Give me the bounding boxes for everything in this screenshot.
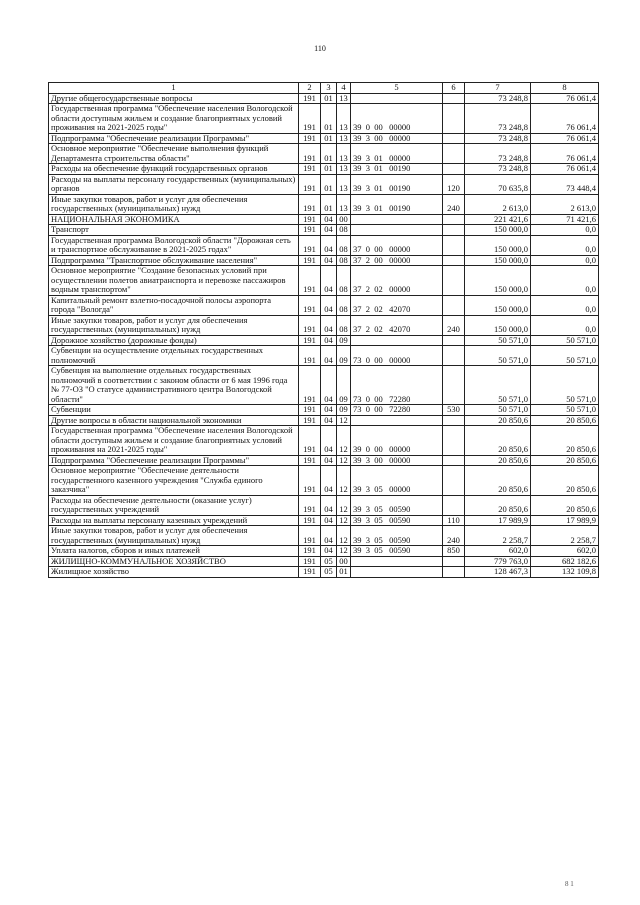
row-c4-cell: 12 (337, 455, 351, 466)
row-c3-cell: 04 (321, 466, 337, 496)
row-c5-cell: 39 3 01 00190 (351, 194, 443, 214)
row-c6-cell (443, 466, 465, 496)
row-c7-cell: 50 571,0 (465, 335, 531, 346)
row-c6-cell (443, 266, 465, 296)
row-c5-cell: 39 3 01 00190 (351, 174, 443, 194)
row-c2-cell: 191 (299, 526, 321, 546)
row-name-cell: Иные закупки товаров, работ и услуг для обеспечения государственных (муниципальных) нужд (49, 194, 299, 214)
row-c8-cell: 2 258,7 (531, 526, 599, 546)
table-row (49, 266, 599, 296)
row-c7-cell: 70 635,8 (465, 174, 531, 194)
row-c5-cell (351, 214, 443, 225)
row-name-cell: Иные закупки товаров, работ и услуг для обеспечения государственных (муниципальных) нужд (49, 315, 299, 335)
row-c7-cell: 150 000,0 (465, 315, 531, 335)
row-c6-cell (443, 255, 465, 266)
row-c7-cell: 20 850,6 (465, 466, 531, 496)
row-c7-cell: 20 850,6 (465, 495, 531, 515)
row-c5-cell: 73 0 00 00000 (351, 346, 443, 366)
row-c4-cell: 09 (337, 405, 351, 416)
row-c2-cell: 191 (299, 495, 321, 515)
column-header: 1 (49, 83, 299, 94)
row-c4-cell: 12 (337, 495, 351, 515)
row-c2-cell: 191 (299, 266, 321, 296)
table-body (49, 93, 599, 577)
row-c2-cell: 191 (299, 194, 321, 214)
row-c4-cell: 12 (337, 415, 351, 426)
row-c3-cell: 01 (321, 93, 337, 104)
row-c5-cell (351, 335, 443, 346)
row-c5-cell: 39 3 01 00000 (351, 144, 443, 164)
row-c3-cell: 04 (321, 526, 337, 546)
row-c7-cell: 73 248,8 (465, 93, 531, 104)
row-c8-cell: 132 109,8 (531, 567, 599, 578)
row-c4-cell: 09 (337, 366, 351, 405)
row-c5-cell: 39 3 05 00000 (351, 466, 443, 496)
row-c4-cell: 13 (337, 104, 351, 134)
row-c8-cell: 73 448,4 (531, 174, 599, 194)
row-c6-cell: 240 (443, 315, 465, 335)
row-c4-cell: 13 (337, 164, 351, 175)
row-c8-cell: 50 571,0 (531, 346, 599, 366)
table-row (49, 315, 599, 335)
row-c6-cell (443, 346, 465, 366)
row-c8-cell: 76 061,4 (531, 144, 599, 164)
row-c4-cell: 08 (337, 255, 351, 266)
table-row (49, 235, 599, 255)
row-c4-cell: 08 (337, 266, 351, 296)
row-c3-cell: 04 (321, 255, 337, 266)
row-c5-cell (351, 415, 443, 426)
row-c8-cell: 76 061,4 (531, 104, 599, 134)
table-row (49, 194, 599, 214)
row-c4-cell: 12 (337, 466, 351, 496)
row-c2-cell: 191 (299, 426, 321, 456)
row-c2-cell: 191 (299, 104, 321, 134)
row-c2-cell: 191 (299, 164, 321, 175)
row-c5-cell: 37 2 00 00000 (351, 255, 443, 266)
row-c7-cell: 221 421,6 (465, 214, 531, 225)
column-header: 5 (351, 83, 443, 94)
row-c3-cell: 04 (321, 225, 337, 236)
table-row (49, 144, 599, 164)
table-row (49, 515, 599, 526)
row-c5-cell (351, 225, 443, 236)
table-row (49, 526, 599, 546)
row-c3-cell: 04 (321, 266, 337, 296)
row-c2-cell: 191 (299, 366, 321, 405)
row-c2-cell: 191 (299, 174, 321, 194)
row-c8-cell: 20 850,6 (531, 495, 599, 515)
row-name-cell: Иные закупки товаров, работ и услуг для обеспечения государственных (муниципальных) нужд (49, 526, 299, 546)
row-c6-cell (443, 426, 465, 456)
row-name-cell: Транспорт (49, 225, 299, 236)
column-header: 3 (321, 83, 337, 94)
row-c8-cell: 17 989,9 (531, 515, 599, 526)
row-c2-cell: 191 (299, 235, 321, 255)
row-c8-cell: 2 613,0 (531, 194, 599, 214)
row-name-cell: Субвенция на выполнение отдельных государственных полномочий в соответствии с законом области от 6 мая 1996 года № 77-ОЗ "О статусе административного центра Вологодской области" (49, 366, 299, 405)
row-c2-cell: 191 (299, 415, 321, 426)
row-c2-cell: 191 (299, 455, 321, 466)
table-row (49, 495, 599, 515)
column-header: 6 (443, 83, 465, 94)
table-row (49, 466, 599, 496)
row-c8-cell: 0,0 (531, 315, 599, 335)
row-c3-cell: 01 (321, 174, 337, 194)
row-c6-cell (443, 556, 465, 567)
row-c8-cell: 602,0 (531, 546, 599, 557)
row-c2-cell: 191 (299, 466, 321, 496)
row-c5-cell: 73 0 00 72280 (351, 405, 443, 416)
row-c7-cell: 2 613,0 (465, 194, 531, 214)
row-c4-cell: 13 (337, 144, 351, 164)
row-c2-cell: 191 (299, 556, 321, 567)
row-c3-cell: 04 (321, 546, 337, 557)
row-c3-cell: 05 (321, 567, 337, 578)
row-c2-cell: 191 (299, 515, 321, 526)
table-row (49, 546, 599, 557)
row-c7-cell: 20 850,6 (465, 426, 531, 456)
row-c7-cell: 150 000,0 (465, 266, 531, 296)
row-c3-cell: 04 (321, 295, 337, 315)
row-name-cell: Другие вопросы в области национальной экономики (49, 415, 299, 426)
row-c7-cell: 150 000,0 (465, 295, 531, 315)
row-c5-cell: 39 3 05 00590 (351, 546, 443, 557)
header-row (49, 83, 599, 94)
table-row (49, 214, 599, 225)
row-c6-cell (443, 415, 465, 426)
row-c8-cell: 76 061,4 (531, 164, 599, 175)
row-c6-cell (443, 164, 465, 175)
row-c8-cell: 0,0 (531, 295, 599, 315)
table-row (49, 164, 599, 175)
row-c2-cell: 191 (299, 144, 321, 164)
row-name-cell: Субвенции на осуществление отдельных государственных полномочий (49, 346, 299, 366)
row-c4-cell: 09 (337, 335, 351, 346)
row-c3-cell: 04 (321, 366, 337, 405)
row-c4-cell: 12 (337, 546, 351, 557)
row-c7-cell: 602,0 (465, 546, 531, 557)
row-c8-cell: 20 850,6 (531, 455, 599, 466)
row-name-cell: НАЦИОНАЛЬНАЯ ЭКОНОМИКА (49, 214, 299, 225)
row-c5-cell: 39 3 05 00590 (351, 515, 443, 526)
row-c3-cell: 04 (321, 235, 337, 255)
row-c6-cell (443, 104, 465, 134)
row-c5-cell: 39 3 05 00590 (351, 495, 443, 515)
row-c3-cell: 01 (321, 144, 337, 164)
row-c5-cell (351, 556, 443, 567)
row-c6-cell (443, 93, 465, 104)
row-name-cell: Другие общегосударственные вопросы (49, 93, 299, 104)
row-c6-cell (443, 455, 465, 466)
row-c2-cell: 191 (299, 315, 321, 335)
row-name-cell: Субвенции (49, 405, 299, 416)
row-c6-cell: 850 (443, 546, 465, 557)
row-c5-cell: 73 0 00 72280 (351, 366, 443, 405)
footer-mark: 8 1 (565, 880, 574, 888)
row-name-cell: Расходы на выплаты персоналу казенных учреждений (49, 515, 299, 526)
row-c7-cell: 150 000,0 (465, 225, 531, 236)
table-row (49, 426, 599, 456)
row-c7-cell: 17 989,9 (465, 515, 531, 526)
row-name-cell: Государственная программа "Обеспечение населения Вологодской области доступным жильем и создание благоприятных условий проживания на 2021-2025 годы" (49, 426, 299, 456)
row-c5-cell: 39 3 01 00190 (351, 164, 443, 175)
column-header: 8 (531, 83, 599, 94)
row-c2-cell: 191 (299, 295, 321, 315)
row-c4-cell: 08 (337, 235, 351, 255)
table-row (49, 104, 599, 134)
table-row (49, 133, 599, 144)
row-c8-cell: 76 061,4 (531, 133, 599, 144)
row-c8-cell: 50 571,0 (531, 366, 599, 405)
row-c8-cell: 682 182,6 (531, 556, 599, 567)
row-c7-cell: 73 248,8 (465, 164, 531, 175)
row-c6-cell (443, 366, 465, 405)
row-c3-cell: 01 (321, 194, 337, 214)
row-c2-cell: 191 (299, 255, 321, 266)
row-c4-cell: 13 (337, 174, 351, 194)
row-name-cell: Основное мероприятие "Создание безопасных условий при осуществлении полетов авиатранспорта и перевозке пассажиров водным транспортом" (49, 266, 299, 296)
row-c4-cell: 09 (337, 346, 351, 366)
row-c3-cell: 04 (321, 315, 337, 335)
row-c5-cell: 37 2 02 00000 (351, 266, 443, 296)
row-c6-cell (443, 335, 465, 346)
row-c5-cell: 39 0 00 00000 (351, 104, 443, 134)
row-name-cell: Подпрограмма "Обеспечение реализации Программы" (49, 455, 299, 466)
row-name-cell: Дорожное хозяйство (дорожные фонды) (49, 335, 299, 346)
row-c8-cell: 0,0 (531, 255, 599, 266)
row-name-cell: Государственная программа Вологодской области "Дорожная сеть и транспортное обслуживание в 2021-2025 годах" (49, 235, 299, 255)
row-c4-cell: 00 (337, 214, 351, 225)
row-c2-cell: 191 (299, 133, 321, 144)
row-c7-cell: 150 000,0 (465, 235, 531, 255)
row-c5-cell: 37 2 02 42070 (351, 315, 443, 335)
row-c6-cell (443, 295, 465, 315)
row-c6-cell (443, 133, 465, 144)
row-c3-cell: 04 (321, 415, 337, 426)
row-c7-cell: 128 467,3 (465, 567, 531, 578)
table-row (49, 405, 599, 416)
row-c8-cell: 50 571,0 (531, 405, 599, 416)
row-c7-cell: 2 258,7 (465, 526, 531, 546)
table-row (49, 93, 599, 104)
row-c3-cell: 01 (321, 133, 337, 144)
row-c8-cell: 20 850,6 (531, 415, 599, 426)
row-name-cell: Капитальный ремонт взлетно-посадочной полосы аэропорта города "Вологда" (49, 295, 299, 315)
table-row (49, 295, 599, 315)
row-c6-cell (443, 225, 465, 236)
row-c8-cell: 0,0 (531, 235, 599, 255)
column-header: 7 (465, 83, 531, 94)
row-c2-cell: 191 (299, 546, 321, 557)
row-c4-cell: 08 (337, 225, 351, 236)
row-c6-cell (443, 144, 465, 164)
row-c7-cell: 150 000,0 (465, 255, 531, 266)
row-name-cell: Подпрограмма "Транспортное обслуживание населения" (49, 255, 299, 266)
row-c4-cell: 01 (337, 567, 351, 578)
row-c3-cell: 04 (321, 495, 337, 515)
row-c3-cell: 04 (321, 515, 337, 526)
row-c7-cell: 73 248,8 (465, 104, 531, 134)
row-c8-cell: 20 850,6 (531, 426, 599, 456)
row-c6-cell: 110 (443, 515, 465, 526)
row-c6-cell (443, 214, 465, 225)
table-row (49, 174, 599, 194)
row-c7-cell: 73 248,8 (465, 144, 531, 164)
row-c3-cell: 04 (321, 346, 337, 366)
row-c8-cell: 20 850,6 (531, 466, 599, 496)
page-number: 110 (314, 44, 326, 53)
row-c6-cell (443, 235, 465, 255)
row-c4-cell: 13 (337, 93, 351, 104)
row-c7-cell: 20 850,6 (465, 415, 531, 426)
budget-table (48, 82, 599, 578)
column-header: 4 (337, 83, 351, 94)
row-c2-cell: 191 (299, 93, 321, 104)
row-c8-cell: 50 571,0 (531, 335, 599, 346)
row-c6-cell (443, 567, 465, 578)
row-c6-cell: 530 (443, 405, 465, 416)
row-c5-cell: 39 0 00 00000 (351, 426, 443, 456)
row-name-cell: Расходы на обеспечение функций государственных органов (49, 164, 299, 175)
row-c4-cell: 12 (337, 515, 351, 526)
row-c5-cell (351, 93, 443, 104)
row-c7-cell: 50 571,0 (465, 346, 531, 366)
row-c2-cell: 191 (299, 335, 321, 346)
row-c8-cell: 76 061,4 (531, 93, 599, 104)
row-c3-cell: 01 (321, 164, 337, 175)
row-c2-cell: 191 (299, 405, 321, 416)
table-row (49, 335, 599, 346)
row-c5-cell: 39 3 00 00000 (351, 455, 443, 466)
row-c7-cell: 20 850,6 (465, 455, 531, 466)
row-c2-cell: 191 (299, 214, 321, 225)
row-c6-cell: 120 (443, 174, 465, 194)
row-name-cell: Основное мероприятие "Обеспечение выполнения функций Департамента строительства области" (49, 144, 299, 164)
row-name-cell: ЖИЛИЩНО-КОММУНАЛЬНОЕ ХОЗЯЙСТВО (49, 556, 299, 567)
row-c3-cell: 04 (321, 426, 337, 456)
row-c3-cell: 04 (321, 455, 337, 466)
row-name-cell: Расходы на выплаты персоналу государственных (муниципальных) органов (49, 174, 299, 194)
row-c4-cell: 13 (337, 194, 351, 214)
row-c5-cell (351, 567, 443, 578)
row-name-cell: Уплата налогов, сборов и иных платежей (49, 546, 299, 557)
row-c7-cell: 779 763,0 (465, 556, 531, 567)
table-row (49, 556, 599, 567)
row-c6-cell: 240 (443, 194, 465, 214)
table-row (49, 567, 599, 578)
table-row (49, 225, 599, 236)
row-name-cell: Государственная программа "Обеспечение населения Вологодской области доступным жильем и создание благоприятных условий проживания на 2021-2025 годы" (49, 104, 299, 134)
row-c4-cell: 08 (337, 295, 351, 315)
row-c5-cell: 39 3 00 00000 (351, 133, 443, 144)
row-c8-cell: 0,0 (531, 266, 599, 296)
row-c2-cell: 191 (299, 567, 321, 578)
row-c6-cell (443, 495, 465, 515)
row-c2-cell: 191 (299, 346, 321, 366)
row-c5-cell: 37 2 02 42070 (351, 295, 443, 315)
row-c8-cell: 0,0 (531, 225, 599, 236)
row-c4-cell: 08 (337, 315, 351, 335)
row-c4-cell: 13 (337, 133, 351, 144)
row-c5-cell: 39 3 05 00590 (351, 526, 443, 546)
row-c3-cell: 04 (321, 335, 337, 346)
row-name-cell: Расходы на обеспечение деятельности (оказание услуг) государственных учреждений (49, 495, 299, 515)
row-c2-cell: 191 (299, 225, 321, 236)
row-c7-cell: 50 571,0 (465, 366, 531, 405)
table-row (49, 415, 599, 426)
row-c8-cell: 71 421,6 (531, 214, 599, 225)
row-name-cell: Подпрограмма "Обеспечение реализации Программы" (49, 133, 299, 144)
row-name-cell: Основное мероприятие "Обеспечение деятельности государственного казенного учреждения "Служба единого заказчика" (49, 466, 299, 496)
row-c7-cell: 73 248,8 (465, 133, 531, 144)
row-c3-cell: 04 (321, 405, 337, 416)
table-row (49, 366, 599, 405)
row-c7-cell: 50 571,0 (465, 405, 531, 416)
row-c4-cell: 00 (337, 556, 351, 567)
row-c3-cell: 04 (321, 214, 337, 225)
column-header: 2 (299, 83, 321, 94)
row-c6-cell: 240 (443, 526, 465, 546)
row-c4-cell: 12 (337, 526, 351, 546)
row-c3-cell: 01 (321, 104, 337, 134)
table-row (49, 346, 599, 366)
table-row (49, 455, 599, 466)
row-c5-cell: 37 0 00 00000 (351, 235, 443, 255)
row-c4-cell: 12 (337, 426, 351, 456)
row-c3-cell: 05 (321, 556, 337, 567)
table-row (49, 255, 599, 266)
row-name-cell: Жилищное хозяйство (49, 567, 299, 578)
